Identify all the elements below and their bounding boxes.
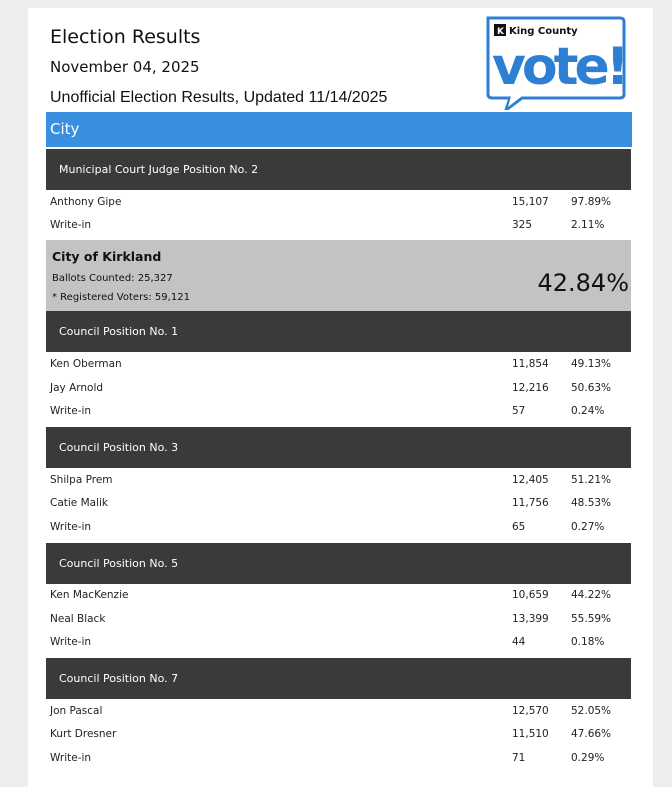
candidate-row: [50, 400, 630, 422]
candidate-votes: 13,399: [512, 613, 549, 625]
candidate-percent: 44.22%: [571, 589, 612, 601]
candidate-name: Anthony Gipe: [50, 196, 122, 208]
candidate-votes: 57: [512, 405, 526, 417]
candidate-votes: 11,510: [512, 728, 549, 740]
candidate-percent: 0.29%: [571, 752, 605, 764]
candidate-name: Catie Malik: [50, 497, 109, 509]
candidate-votes: 65: [512, 521, 526, 533]
candidate-row: [50, 631, 630, 653]
candidate-votes: 12,216: [512, 382, 549, 394]
candidate-percent: 2.11%: [571, 219, 605, 231]
candidate-name: Write-in: [50, 405, 92, 417]
candidate-percent: 97.89%: [571, 196, 612, 208]
candidate-percent: 52.05%: [571, 705, 612, 717]
race-header: Council Position No. 5: [46, 543, 631, 584]
election-date: November 04, 2025: [50, 58, 200, 76]
candidate-percent: 0.24%: [571, 405, 605, 417]
candidate-name: Write-in: [50, 752, 92, 764]
jurisdiction-name: City of Kirkland: [52, 249, 162, 264]
candidate-percent: 55.59%: [571, 613, 612, 625]
king-county-vote-logo: [482, 12, 628, 110]
candidate-name: Ken MacKenzie: [50, 589, 129, 601]
logo-org-text: King County: [509, 26, 578, 37]
svg-text:K: K: [497, 27, 504, 37]
candidate-votes: 15,107: [512, 196, 549, 208]
results-page: [28, 8, 653, 787]
candidate-votes: 12,405: [512, 474, 549, 486]
race-header: Council Position No. 1: [46, 311, 631, 352]
candidate-votes: 44: [512, 636, 526, 648]
candidate-row: [50, 353, 630, 375]
candidate-name: Jay Arnold: [50, 382, 104, 394]
candidate-percent: 47.66%: [571, 728, 612, 740]
candidate-row: [50, 191, 630, 213]
candidate-name: Jon Pascal: [50, 705, 103, 717]
candidate-percent: 51.21%: [571, 474, 612, 486]
candidate-percent: 0.18%: [571, 636, 605, 648]
candidate-name: Write-in: [50, 219, 92, 231]
candidate-votes: 11,756: [512, 497, 549, 509]
candidate-votes: 11,854: [512, 358, 549, 370]
candidate-name: Kurt Dresner: [50, 728, 117, 740]
candidate-name: Shilpa Prem: [50, 474, 113, 486]
page-title: Election Results: [50, 26, 201, 48]
candidate-name: Write-in: [50, 636, 92, 648]
candidate-percent: 49.13%: [571, 358, 612, 370]
candidate-row: [50, 747, 630, 769]
candidate-name: Ken Oberman: [50, 358, 122, 370]
candidate-row: [50, 469, 630, 491]
candidate-row: [50, 214, 630, 236]
results-subtitle: Unofficial Election Results, Updated 11/14/2025: [50, 89, 388, 106]
candidate-row: [50, 492, 630, 514]
candidate-name: Neal Black: [50, 613, 106, 625]
candidate-row: [50, 516, 630, 538]
turnout-percent: 42.84%: [537, 269, 629, 297]
candidate-row: [50, 723, 630, 745]
candidate-row: [50, 700, 630, 722]
race-header: Municipal Court Judge Position No. 2: [46, 149, 631, 190]
candidate-row: [50, 377, 630, 399]
candidate-percent: 48.53%: [571, 497, 612, 509]
candidate-votes: 325: [512, 219, 533, 231]
race-header: Council Position No. 3: [46, 427, 631, 468]
candidate-name: Write-in: [50, 521, 92, 533]
candidate-votes: 71: [512, 752, 526, 764]
registered-voters: * Registered Voters: 59,121: [52, 292, 190, 303]
logo-vote-text: vote!: [492, 37, 626, 97]
candidate-percent: 0.27%: [571, 521, 605, 533]
candidate-row: [50, 608, 630, 630]
section-header-city: City: [46, 112, 632, 147]
ballots-counted: Ballots Counted: 25,327: [52, 273, 173, 284]
jurisdiction-summary: [46, 240, 631, 311]
race-header: Council Position No. 7: [46, 658, 631, 699]
candidate-votes: 12,570: [512, 705, 549, 717]
candidate-votes: 10,659: [512, 589, 549, 601]
candidate-row: [50, 584, 630, 606]
candidate-percent: 50.63%: [571, 382, 612, 394]
